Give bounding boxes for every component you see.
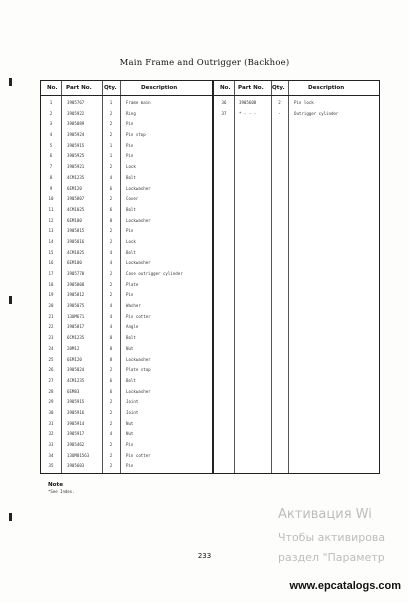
cell-description: Bolt	[126, 335, 136, 341]
table-row	[41, 162, 212, 173]
cell-qty: 4	[109, 174, 113, 180]
cell-description: Pin	[126, 121, 134, 127]
cell-description: Bolt	[126, 249, 136, 255]
table-row	[41, 269, 212, 280]
cell-qty: 2	[109, 110, 113, 116]
cell-no: 9	[49, 185, 53, 191]
cell-part-no: 6EM120	[67, 356, 82, 362]
cell-description: Nut	[126, 345, 134, 351]
cell-description: Plate	[126, 281, 139, 287]
cell-qty: 2	[109, 452, 113, 458]
cell-description: Lockwasher	[126, 388, 151, 394]
cell-qty: 2	[278, 100, 281, 105]
cell-qty: 2	[109, 442, 113, 447]
cell-part-no: 6EM100	[67, 217, 82, 223]
table-row	[41, 226, 212, 237]
cell-qty: 4	[109, 303, 113, 309]
cell-no: 4	[49, 132, 53, 138]
cell-qty: -	[278, 110, 281, 116]
header-no: No.	[47, 85, 58, 91]
cell-description: Lockwasher	[126, 217, 151, 223]
table-row	[41, 365, 212, 376]
table-body	[214, 98, 379, 119]
table-row	[41, 280, 212, 291]
table-row	[41, 408, 212, 419]
cell-qty: 8	[109, 335, 113, 341]
header-part-no: Part No.	[238, 85, 264, 91]
table-row	[41, 216, 212, 227]
cell-description: Pin cotter	[126, 313, 151, 319]
cell-no: 22	[48, 324, 54, 330]
cell-part-no: 3905915	[67, 142, 85, 148]
cell-qty: 2	[109, 228, 113, 234]
cell-description: Plate stop	[126, 367, 151, 373]
table-row	[41, 98, 212, 109]
table-row	[41, 248, 212, 259]
cell-description: Bolt	[126, 377, 136, 383]
cell-part-no: 3905075	[67, 303, 85, 309]
cell-qty: 6	[109, 206, 113, 212]
cell-part-no: 3905924	[67, 132, 85, 138]
column-divider	[288, 81, 289, 473]
cell-no: 15	[48, 249, 54, 255]
cell-description: Pin	[126, 442, 134, 447]
cell-qty: 2	[109, 420, 113, 426]
page-number: 233	[197, 552, 212, 560]
cell-description: Pin	[126, 142, 134, 148]
cell-qty: 2	[109, 292, 113, 298]
table-row	[41, 151, 212, 162]
cell-description: Frame main	[126, 100, 151, 105]
header-description: Description	[308, 85, 345, 91]
cell-description: Pin	[126, 292, 134, 298]
table-row	[41, 333, 212, 344]
cell-part-no: 3905603	[67, 463, 85, 469]
cell-part-no: 13UM671	[67, 313, 85, 319]
cell-qty: 4	[109, 324, 113, 330]
cell-no: 35	[48, 463, 54, 469]
cell-no: 24	[48, 345, 54, 351]
cell-qty: 1	[109, 153, 113, 159]
site-url: www.epcatalogs.com	[289, 580, 401, 592]
cell-description: Cover	[126, 196, 139, 202]
cell-qty: 4	[109, 260, 113, 266]
table-header	[214, 81, 379, 96]
header-qty: Qty.	[272, 85, 285, 91]
cell-qty: 8	[109, 356, 113, 362]
table-row	[41, 376, 212, 387]
cell-part-no: 3905915	[67, 399, 85, 405]
cell-description: Outrigger cylinder	[294, 110, 339, 116]
cell-qty: 2	[109, 132, 113, 138]
cell-part-no: 3905917	[67, 431, 85, 437]
cell-description: Ring	[126, 110, 136, 116]
cell-qty: 8	[109, 217, 113, 223]
cell-qty: 4	[109, 313, 113, 319]
table-row	[41, 141, 212, 152]
cell-part-no: 6EM120	[67, 185, 82, 191]
cell-description: Pin	[126, 153, 134, 159]
table-row	[41, 355, 212, 366]
table-row	[41, 387, 212, 398]
cell-description: Pin	[126, 228, 134, 234]
cell-description: Bolt	[126, 206, 136, 212]
cell-no: 30	[48, 409, 54, 415]
cell-part-no: 4CM1235	[67, 377, 85, 383]
cell-no: 2	[49, 110, 53, 116]
cell-description: Washer	[126, 303, 141, 309]
cell-qty: 6	[109, 377, 113, 383]
cell-no: 11	[48, 206, 54, 212]
cell-no: 1	[49, 100, 53, 105]
cell-description: Pin cotter	[126, 452, 151, 458]
cell-part-no: 3905921	[67, 164, 85, 170]
cell-part-no: 3905925	[67, 153, 85, 159]
table-header	[41, 81, 212, 96]
table-row	[41, 119, 212, 130]
parts-table-left	[40, 80, 213, 474]
header-part-no: Part No.	[66, 85, 92, 91]
cell-description: Nut	[126, 431, 134, 437]
table-row	[41, 344, 212, 355]
table-row	[41, 419, 212, 430]
table-row	[41, 237, 212, 248]
cell-no: 5	[49, 142, 53, 148]
cell-part-no: 4CM1235	[67, 174, 85, 180]
cell-part-no: 3905914	[67, 420, 85, 426]
cell-description: Joint	[126, 409, 139, 415]
watermark-line: Активация Wi	[278, 507, 372, 522]
cell-no: 3	[49, 121, 53, 127]
cell-no: 10	[48, 196, 54, 202]
table-row	[41, 130, 212, 141]
cell-no: 18	[48, 281, 54, 287]
cell-qty: 1	[109, 142, 113, 148]
table-row	[41, 451, 212, 462]
cell-no: 36	[221, 100, 227, 105]
table-row	[41, 301, 212, 312]
cell-no: 6	[49, 153, 53, 159]
cell-part-no: 3905922	[67, 110, 85, 116]
cell-no: 27	[48, 377, 54, 383]
table-row	[41, 184, 212, 195]
cell-description: Pin	[126, 463, 134, 469]
cell-description: Joint	[126, 399, 139, 405]
cell-qty: 2	[109, 281, 113, 287]
cell-qty: 8	[109, 345, 113, 351]
cell-part-no: 3905815	[67, 228, 85, 234]
table-row	[41, 205, 212, 216]
cell-no: 32	[48, 431, 54, 437]
cell-part-no: 6EM100	[67, 260, 82, 266]
cell-part-no: 3905816	[67, 238, 85, 244]
cell-no: 33	[48, 442, 54, 447]
cell-qty: 2	[109, 367, 113, 373]
binding-hole	[9, 78, 12, 86]
cell-no: 20	[48, 303, 54, 309]
cell-description: Nut	[126, 420, 134, 426]
table-row	[41, 194, 212, 205]
table-body	[41, 98, 212, 472]
cell-part-no: 4CM1025	[67, 249, 85, 255]
cell-part-no: * - - -	[239, 110, 257, 116]
note-label: Note	[48, 482, 63, 488]
cell-part-no: 13UM01563	[67, 452, 90, 458]
cell-qty: 2	[109, 463, 113, 469]
cell-no: 14	[48, 238, 54, 244]
column-divider	[234, 81, 235, 473]
note-text: *See Index.	[48, 489, 75, 494]
cell-qty: 4	[109, 249, 113, 255]
cell-no: 26	[48, 367, 54, 373]
watermark-line: Чтобы активирова	[278, 531, 386, 544]
cell-description: Lockwasher	[126, 260, 151, 266]
cell-qty: 2	[109, 121, 113, 127]
table-row	[41, 429, 212, 440]
cell-qty: 2	[109, 409, 113, 415]
header-qty: Qty.	[104, 85, 117, 91]
page-title: Main Frame and Outrigger (Backhoe)	[119, 58, 290, 68]
cell-no: 31	[48, 420, 54, 426]
cell-part-no: 3905817	[67, 324, 85, 330]
cell-part-no: 3905089	[67, 121, 85, 127]
cell-qty: 2	[109, 399, 113, 405]
parts-table-right	[213, 80, 380, 474]
cell-no: 37	[221, 110, 227, 116]
cell-no: 7	[49, 164, 53, 170]
cell-no: 16	[48, 260, 54, 266]
cell-qty: 6	[109, 185, 113, 191]
table-row	[41, 397, 212, 408]
cell-description: Lockwasher	[126, 185, 151, 191]
cell-qty: 2	[109, 164, 113, 170]
table-row	[41, 258, 212, 269]
cell-description: Bolt	[126, 174, 136, 180]
cell-qty: 1	[109, 100, 113, 105]
cell-part-no: 20M12	[67, 345, 80, 351]
cell-no: 12	[48, 217, 54, 223]
column-divider	[271, 81, 272, 473]
cell-part-no: 6EM83	[67, 388, 80, 394]
cell-description: Lock	[126, 164, 136, 170]
table-row	[214, 109, 379, 120]
cell-qty: 2	[109, 196, 113, 202]
cell-qty: 4	[109, 431, 113, 437]
cell-qty: 2	[109, 271, 113, 276]
cell-part-no: 3905808	[67, 281, 85, 287]
table-row	[41, 173, 212, 184]
cell-part-no: 6CM1235	[67, 335, 85, 341]
cell-no: 29	[48, 399, 54, 405]
cell-part-no: 3905770	[67, 271, 85, 276]
cell-part-no: 3905807	[67, 196, 85, 202]
cell-no: 23	[48, 335, 54, 341]
table-row	[41, 312, 212, 323]
cell-no: 8	[49, 174, 53, 180]
cell-description: Pin stop	[126, 132, 146, 138]
cell-no: 19	[48, 292, 54, 298]
cell-part-no: 3905824	[67, 367, 85, 373]
cell-qty: 6	[109, 388, 113, 394]
table-row	[41, 290, 212, 301]
cell-description: Case outrigger cylinder	[126, 271, 183, 276]
cell-no: 17	[48, 271, 54, 276]
cell-description: Angle	[126, 324, 139, 330]
header-description: Description	[141, 85, 178, 91]
cell-part-no: 4CM1025	[67, 206, 85, 212]
cell-description: Lock	[126, 238, 136, 244]
cell-part-no: 3905916	[67, 409, 85, 415]
cell-qty: 2	[109, 238, 113, 244]
binding-hole	[9, 513, 12, 521]
table-row	[41, 440, 212, 451]
watermark-line: раздел "Параметр	[278, 551, 385, 564]
cell-part-no: 3905812	[67, 292, 85, 298]
header-no: No.	[220, 85, 231, 91]
table-row	[41, 109, 212, 120]
cell-part-no: 3905608	[239, 100, 257, 105]
cell-no: 28	[48, 388, 54, 394]
cell-no: 34	[48, 452, 54, 458]
table-row	[214, 98, 379, 109]
cell-part-no: 3905767	[67, 100, 85, 105]
table-row	[41, 461, 212, 472]
binding-hole	[9, 296, 12, 304]
cell-no: 21	[48, 313, 54, 319]
table-row	[41, 322, 212, 333]
cell-part-no: 3905462	[67, 442, 85, 447]
cell-no: 13	[48, 228, 54, 234]
cell-no: 25	[48, 356, 54, 362]
cell-description: Pin lock	[294, 100, 314, 105]
cell-description: Lockwasher	[126, 356, 151, 362]
